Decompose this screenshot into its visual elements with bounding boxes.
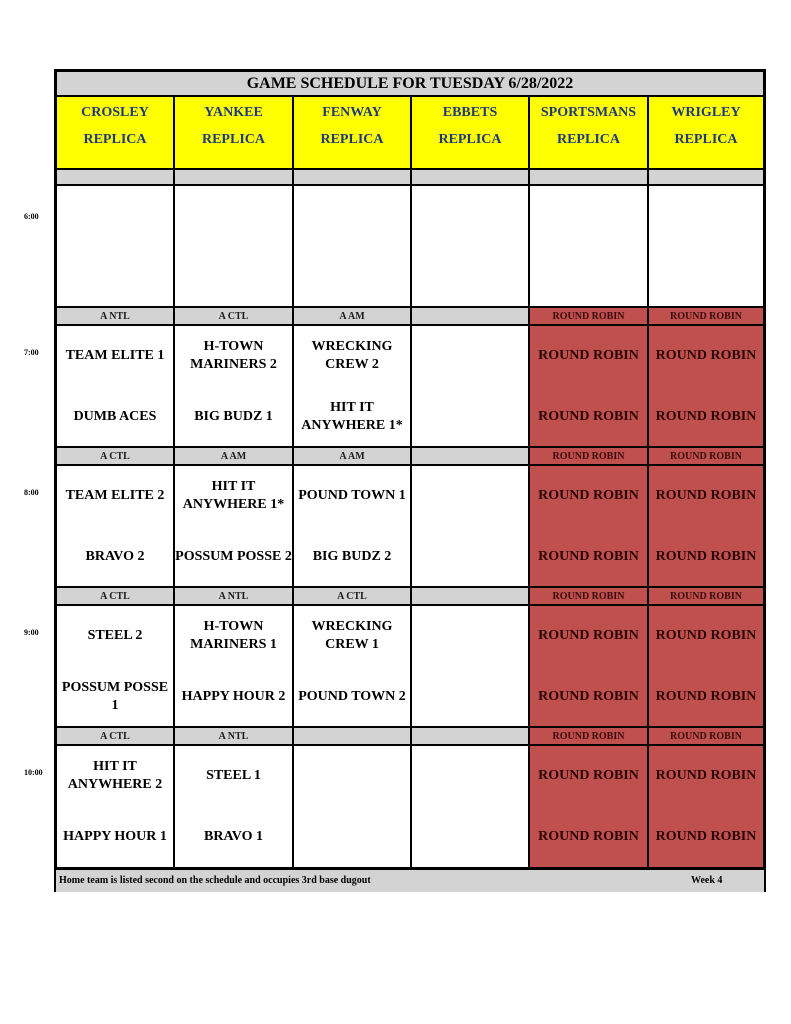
away-team: TEAM ELITE 1 (65, 348, 165, 363)
division-label: ROUND ROBIN (529, 307, 648, 325)
division-label (411, 307, 529, 325)
division-label: A AM (293, 307, 411, 325)
field-sub: REPLICA (438, 132, 502, 147)
home-team: POUND TOWN 2 (298, 689, 406, 704)
home-team (649, 258, 763, 296)
home-team: BRAVO 2 (85, 549, 145, 564)
home-team: ROUND ROBIN (655, 829, 757, 844)
game-cell (411, 605, 529, 727)
home-team (412, 538, 528, 576)
game-cell (56, 605, 174, 727)
field-name: CROSLEY (81, 105, 149, 120)
game-cell (293, 605, 411, 727)
home-team (530, 258, 647, 296)
away-team: STEEL 1 (206, 768, 261, 783)
home-team (412, 818, 528, 856)
field-header-4 (529, 96, 648, 169)
field-sub: REPLICA (320, 132, 384, 147)
game-cell (529, 185, 648, 307)
header-spacer (174, 169, 293, 185)
away-team (412, 197, 528, 235)
division-label: ROUND ROBIN (648, 307, 764, 325)
home-team: POSSUM POSSE 1 (61, 680, 169, 713)
time-label: 8:00 (24, 488, 39, 497)
game-cell (174, 745, 293, 868)
division-label: A CTL (293, 587, 411, 605)
game-cell (529, 605, 648, 727)
away-team: ROUND ROBIN (538, 768, 639, 783)
away-team: ROUND ROBIN (655, 348, 757, 363)
home-team (175, 258, 292, 296)
home-team: HAPPY HOUR 1 (63, 829, 167, 844)
away-team (649, 197, 763, 235)
field-header-0 (56, 96, 174, 169)
home-team: BRAVO 1 (204, 829, 263, 844)
field-header-3 (411, 96, 529, 169)
away-team: H-TOWN MARINERS 2 (190, 339, 277, 372)
game-cell (648, 185, 764, 307)
game-cell (648, 745, 764, 868)
away-team: ROUND ROBIN (538, 628, 639, 643)
away-team: STEEL 2 (87, 628, 143, 643)
away-team (412, 617, 528, 655)
away-team: ROUND ROBIN (655, 768, 757, 783)
field-sub: REPLICA (83, 132, 147, 147)
field-name: FENWAY (322, 105, 382, 120)
division-label: A CTL (174, 307, 293, 325)
division-label: ROUND ROBIN (648, 727, 764, 745)
away-team (412, 337, 528, 375)
division-label: ROUND ROBIN (648, 587, 764, 605)
week-label: Week 4 (691, 875, 723, 886)
division-label: ROUND ROBIN (529, 587, 648, 605)
game-cell (411, 185, 529, 307)
away-team: POUND TOWN 1 (298, 488, 406, 503)
home-team: BIG BUDZ 2 (312, 549, 392, 564)
home-team: ROUND ROBIN (538, 549, 639, 564)
game-cell (529, 465, 648, 587)
game-cell (56, 185, 174, 307)
away-team (294, 197, 410, 235)
field-sub: REPLICA (674, 132, 738, 147)
game-cell (293, 325, 411, 447)
away-team: HIT IT ANYWHERE 1* (182, 479, 285, 512)
field-header-2 (293, 96, 411, 169)
home-team: ROUND ROBIN (655, 549, 757, 564)
home-team (294, 818, 410, 856)
division-label (411, 447, 529, 465)
header-spacer (411, 169, 529, 185)
away-team: ROUND ROBIN (538, 348, 639, 363)
home-team (57, 258, 173, 296)
footer-note: Home team is listed second on the schedule and occupies 3rd base dugout (59, 875, 371, 886)
away-team: WRECKING CREW 2 (311, 339, 393, 372)
division-label: A CTL (56, 587, 174, 605)
division-label: A CTL (56, 447, 174, 465)
game-cell (648, 465, 764, 587)
division-label: A AM (174, 447, 293, 465)
game-cell (174, 605, 293, 727)
time-label: 10:00 (24, 768, 43, 777)
game-cell (293, 185, 411, 307)
home-team (412, 678, 528, 716)
division-label (411, 727, 529, 745)
game-cell (411, 465, 529, 587)
game-cell (56, 745, 174, 868)
game-cell (529, 325, 648, 447)
division-label (293, 727, 411, 745)
game-cell (56, 465, 174, 587)
game-cell (648, 325, 764, 447)
division-label: A NTL (174, 587, 293, 605)
time-label: 9:00 (24, 628, 39, 637)
away-team: ROUND ROBIN (538, 488, 639, 503)
game-cell (411, 325, 529, 447)
home-team: POSSUM POSSE 2 (175, 549, 292, 564)
division-label: A NTL (174, 727, 293, 745)
home-team (412, 398, 528, 436)
header-spacer (529, 169, 648, 185)
header-spacer (648, 169, 764, 185)
home-team: ROUND ROBIN (655, 689, 757, 704)
home-team: BIG BUDZ 1 (194, 409, 273, 424)
schedule-table (54, 69, 766, 892)
division-label: A AM (293, 447, 411, 465)
home-team: ROUND ROBIN (655, 409, 757, 424)
home-team: DUMB ACES (73, 409, 157, 424)
home-team: HIT IT ANYWHERE 1* (301, 400, 403, 433)
game-cell (174, 185, 293, 307)
game-cell (174, 465, 293, 587)
away-team (57, 197, 173, 235)
game-cell (293, 745, 411, 868)
game-cell (529, 745, 648, 868)
away-team: TEAM ELITE 2 (65, 488, 165, 503)
home-team: ROUND ROBIN (538, 829, 639, 844)
field-sub: REPLICA (201, 132, 265, 147)
game-cell (293, 465, 411, 587)
away-team: H-TOWN MARINERS 1 (190, 619, 277, 652)
field-header-1 (174, 96, 293, 169)
home-team: ROUND ROBIN (538, 409, 639, 424)
field-sub: REPLICA (556, 132, 620, 147)
away-team (294, 757, 410, 795)
field-name: EBBETS (442, 105, 498, 120)
away-team: HIT IT ANYWHERE 2 (67, 759, 163, 792)
division-label: ROUND ROBIN (529, 447, 648, 465)
time-label: 6:00 (24, 212, 39, 221)
home-team (294, 258, 410, 296)
away-team (412, 477, 528, 515)
header-spacer (293, 169, 411, 185)
home-team: HAPPY HOUR 2 (181, 689, 286, 704)
away-team (530, 197, 647, 235)
division-label: ROUND ROBIN (529, 727, 648, 745)
division-label: A NTL (56, 307, 174, 325)
game-cell (56, 325, 174, 447)
home-team: ROUND ROBIN (538, 689, 639, 704)
field-name: WRIGLEY (671, 105, 741, 120)
away-team: WRECKING CREW 1 (311, 619, 393, 652)
division-label: ROUND ROBIN (648, 447, 764, 465)
field-name: YANKEE (204, 105, 263, 120)
header-spacer (56, 169, 174, 185)
division-label (411, 587, 529, 605)
away-team (175, 197, 292, 235)
footer (56, 868, 764, 892)
away-team: ROUND ROBIN (655, 628, 757, 643)
division-label: A CTL (56, 727, 174, 745)
field-name: SPORTSMANS (540, 105, 637, 120)
game-cell (411, 745, 529, 868)
time-label: 7:00 (24, 348, 39, 357)
home-team (412, 258, 528, 296)
away-team (412, 757, 528, 795)
game-cell (648, 605, 764, 727)
away-team: ROUND ROBIN (655, 488, 757, 503)
field-header-5 (648, 96, 764, 169)
schedule-title: GAME SCHEDULE FOR TUESDAY 6/28/2022 (56, 71, 764, 96)
game-cell (174, 325, 293, 447)
